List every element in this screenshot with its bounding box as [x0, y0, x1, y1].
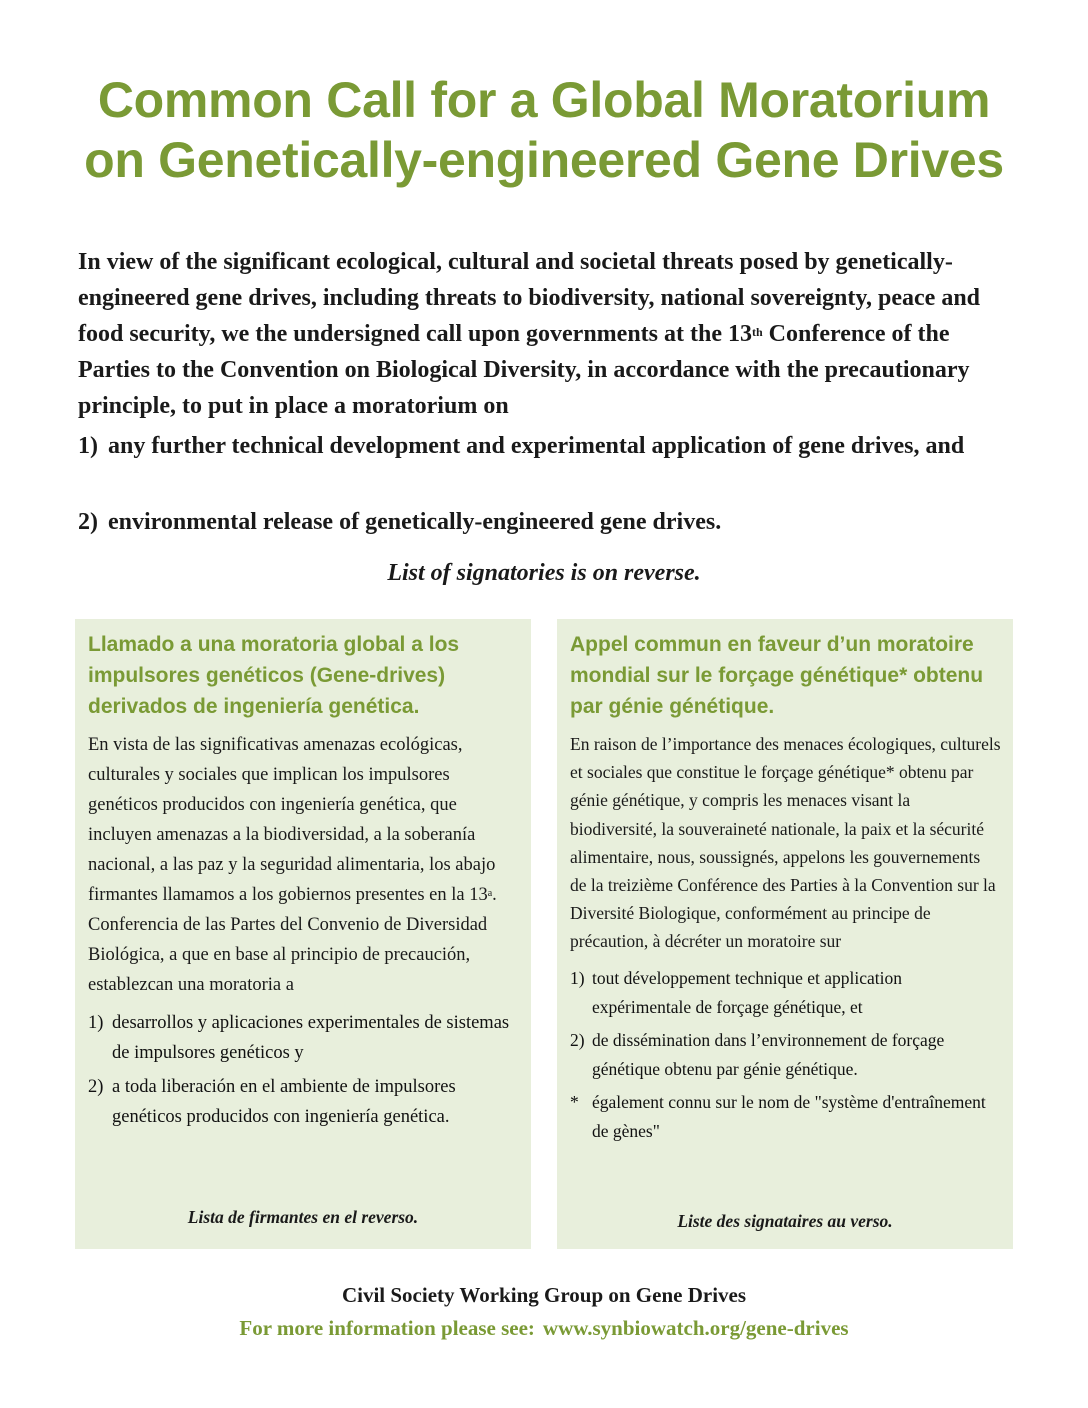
footer-info	[0, 1313, 1088, 1343]
reverse-note: List of signatories is on reverse.	[387, 560, 701, 586]
spanish-box-footer: Lista de firmantes en el reverso.	[187, 1207, 419, 1227]
french-box-body: En raison de l’importance des menaces écologiques, culturels et sociales que constitue le forçage génétique* obtenu par génie génétique, y compris les menaces visant la biodiversité, la souveraineté nationale, la paix et la sécurité alimentaire, nous, soussignés, appelons les gouvernements de la treizième Conférence des Parties à la Convention sur la Diversité Biologique, conformément au principe de précaution, à décréter un moratoire sur	[570, 734, 1001, 952]
list-item	[570, 964, 1001, 1022]
list-item-text: desarrollos y aplicaciones experimentales de sistemas de impulsores genéticos y	[112, 1013, 510, 1063]
spanish-body-b: . Conferencia de las Partes del Convenio de Diversidad Biológica, a que en base al principio de precaución, establezcan una moratoria a	[88, 885, 497, 995]
spanish-superscript: a	[487, 888, 493, 899]
demand-text: any further technical development and experimental application of gene drives, and	[108, 433, 965, 459]
demand-number: 1)	[78, 433, 98, 459]
spanish-box-title: Llamado a una moratoria global a los impulsores genéticos (Gene-drives) derivados de ingeniería genética.	[88, 633, 460, 718]
demand-number: 2)	[78, 509, 98, 535]
page-title	[40, 70, 1048, 190]
french-list	[570, 964, 1001, 1146]
list-item	[88, 1008, 519, 1068]
intro-paragraph	[78, 244, 1018, 424]
footnote	[570, 1088, 1001, 1146]
list-item-number: 2)	[88, 1077, 104, 1097]
spanish-box-body	[88, 730, 519, 1000]
list-item	[570, 1026, 1001, 1084]
list-item-text: de dissémination dans l’environnement de forçage génétique obtenu par génie génétique.	[592, 1029, 945, 1079]
intro-text-a: In view of the significant ecological, cultural and societal threats posed by genetically-engineered gene drives, including threats to biodiversity, national sovereignty, peace and food security, we the undersigned call upon governments at the 13	[78, 249, 981, 347]
footnote-text: également connu sur le nom de "système d'entraînement de gènes"	[592, 1091, 986, 1141]
list-item	[88, 1072, 519, 1132]
demand-text: environmental release of genetically-engineered gene drives.	[108, 509, 722, 535]
demand-item-1	[78, 428, 1018, 464]
title-line-1: Common Call for a Global Moratorium	[97, 72, 991, 128]
demand-item-2	[78, 504, 1018, 540]
list-item-number: 1)	[570, 967, 585, 988]
spanish-list	[88, 1008, 519, 1132]
footer-organization: Civil Society Working Group on Gene Drives	[341, 1283, 747, 1307]
list-item-number: 2)	[570, 1029, 585, 1050]
spanish-body-a: En vista de las significativas amenazas ecológicas, culturales y sociales que implican los impulsores genéticos producidos con ingeniería genética, que incluyen amenazas a la biodiversidad, a la soberanía nacional, a las paz y la seguridad alimentaria, los abajo firmantes llamamos a los gobiernos presentes en la 13	[88, 735, 496, 905]
spanish-box	[75, 619, 531, 1249]
footer-info-label: For more information please see:	[239, 1316, 535, 1340]
intro-superscript: th	[752, 325, 763, 339]
list-item-text: tout développement technique et application expérimentale de forçage génétique, et	[592, 967, 903, 1017]
footnote-asterisk: *	[570, 1091, 579, 1112]
french-box	[557, 619, 1013, 1249]
footer-url-link[interactable]: www.synbiowatch.org/gene-drives	[542, 1316, 849, 1340]
list-item-number: 1)	[88, 1013, 104, 1033]
intro-text-b: Conference of the Parties to the Convention on Biological Diversity, in accordance with the precautionary principle, to put in place a moratorium on	[78, 321, 970, 419]
french-box-footer: Liste des signataires au verso.	[677, 1211, 893, 1231]
list-item-text: a toda liberación en el ambiente de impulsores genéticos producidos con ingeniería genética.	[112, 1077, 456, 1127]
french-box-title: Appel commun en faveur d’un moratoire mondial sur le forçage génétique* obtenu par génie génétique.	[570, 633, 984, 718]
title-line-2: on Genetically-engineered Gene Drives	[84, 132, 1004, 188]
